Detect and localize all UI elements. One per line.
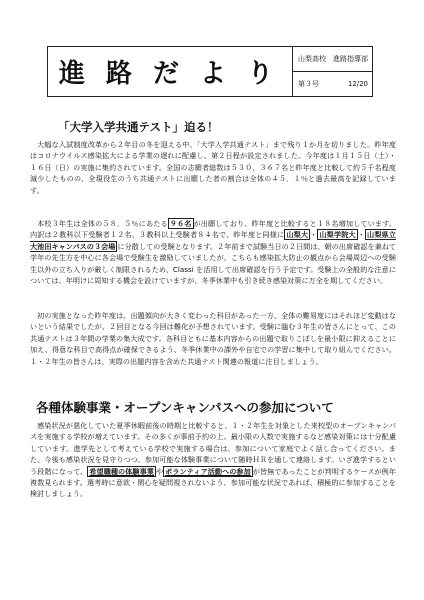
- text: 本校３年生は全体の５８．５％にあたる: [37, 219, 168, 228]
- text: が皆無であったことが判明するケースが例年複数見られます。選考時に意欲・関心を疑問視されないよう、参加可能な状況であれば、積極的に参加することを検討しましょう。: [30, 466, 397, 499]
- text: 感染状況が悪化していた夏季休暇前後の時期と比較すると、１・２年生を対象とした来校型のオープンキャンパスを実施する学校が増えています。その多くが事前予約の上、最小限の人数で実施するなど感染対策には十分配慮しています。進学先として考えている学校で実施する場合は、参加について家庭でよく話し合ってください。また、今後も感染状況を見守りつつ、参加可能な体験事業について随時ＨＲを通して連絡します。いざ進学するという段階になって、: [30, 421, 396, 476]
- highlight-box: 山梨県立大池田キャンパスの３会場: [30, 230, 397, 251]
- text: ・: [357, 230, 366, 240]
- paragraph: [30, 218, 396, 286]
- masthead-meta: [292, 47, 373, 96]
- section-heading-common-test: 「大学入学共通テスト」迫る！: [58, 120, 219, 134]
- highlight-underline: 希望職種の体験事業: [89, 466, 154, 476]
- issue-date: 12/20: [347, 80, 368, 88]
- paragraph: 初の実施となった昨年度は、出題傾向が大きく変わった科目があった一方、全体の難易度にはそれほど変動はないという結果でしたが、２回目となる今回は難化が予想されています。受験に臨む３年生の皆さんにとって、この共通テストは３年間の学業の集大成です。各科目ともに基本内容からの出題で取りこぼしを最小限に抑えることに加え、得意な科目で高得点が確保できるよう、冬季休業中の課外や自宅での学習に集中して取り組んでください。１・２年生の皆さんは、実際の出題内容を含めた共通テスト関連の報道に注目しましょう。: [30, 311, 396, 366]
- paragraph: [30, 420, 396, 500]
- text: ・: [310, 230, 318, 240]
- newsletter-title: 進 路 だ よ り: [58, 59, 280, 89]
- highlight-box: 山梨大: [286, 230, 309, 240]
- section-heading-experience-events: 各種体験事業・オープンキャンパスへの参加について: [36, 400, 334, 415]
- paragraph: 大幅な入試制度改革から２年目の冬を迎える中、「大学入学共通テスト」まで残り１か月を切りました。昨年度はコロナウイルス感染拡大による学業の遅れに配慮し、第２日程が設定されました。今年度は１月１５日（土）・１６日（日）の実施に集約されています。全国の志願者総数は５３０，３６７名と昨年度と比較して約５千名程度減少したものの、全現役生のうち共通テストに出願した者の割合は全体の４５．１％と過去最高を記録しています。: [30, 140, 396, 195]
- text: や: [155, 466, 164, 476]
- issue-row: [293, 71, 373, 96]
- highlight-underline: ボランティア活動への参加: [165, 466, 251, 476]
- issue-number: 第３号: [298, 80, 319, 88]
- highlight-box: ９６名: [169, 219, 192, 228]
- masthead: [47, 46, 373, 97]
- highlight-box: 山梨学院大: [319, 230, 356, 240]
- school-department: 山梨高校 進路指導部: [298, 55, 368, 63]
- text: が出願しており、昨年度と比較すると１８名増加しています。内訳は２教科以下受験者１２名、３教科以上受験者８４名で、昨年度と同様に: [30, 219, 396, 240]
- text: に分散しての受験となります。２年前まで試験当日の２日間は、朝の出席確認を兼ねて学年の先生方を中心に各会場で受験生を激励していましたが、こちらも感染拡大防止の観点から会場周辺への受験生以外の立ち入りが厳しく制限されるため、Classi を活用して出席確認を行う予定です。受験上の全般的な注意については、年明けに周知する機会を設けていますが、冬季休業中も引き続き感染対策に万全を期してください。: [30, 241, 396, 286]
